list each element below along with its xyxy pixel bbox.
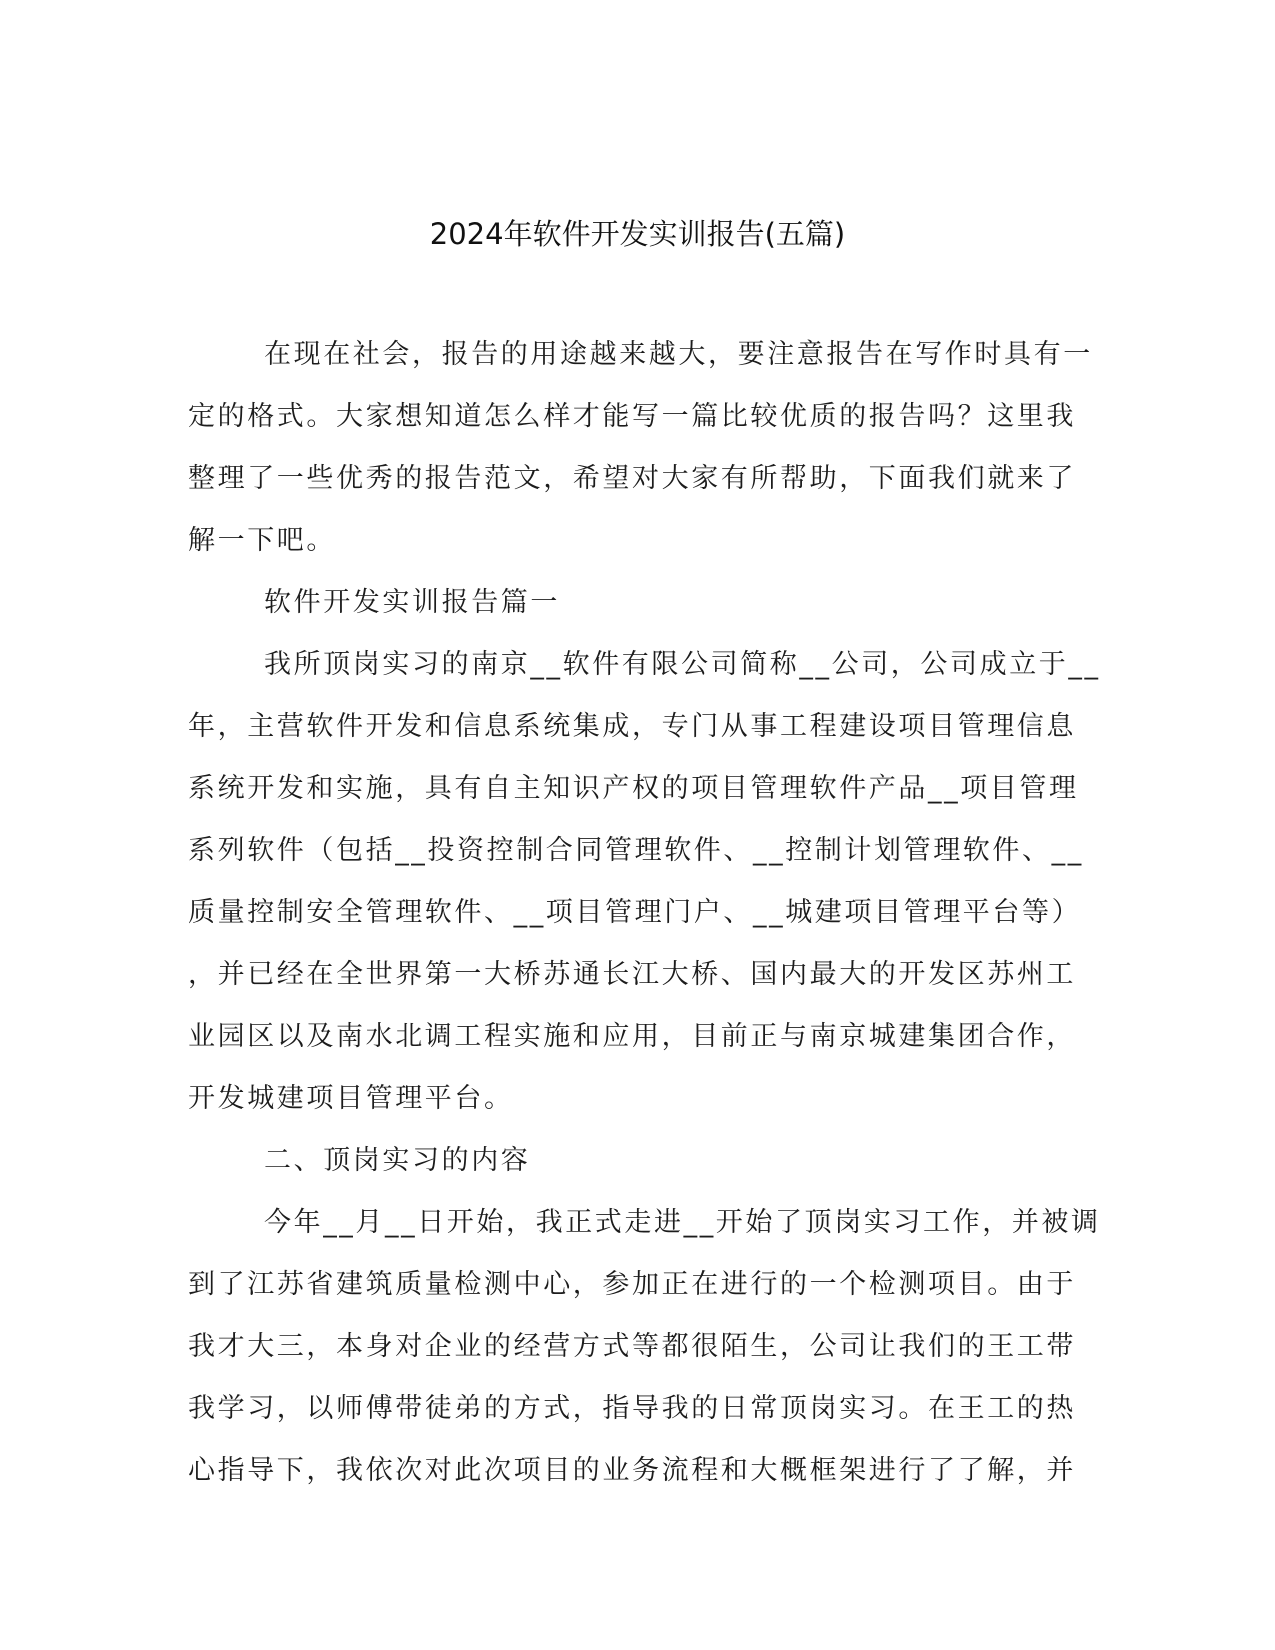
document-title: 2024年软件开发实训报告(五篇) [429, 217, 846, 251]
text-line: 我所顶岗实习的南京__软件有限公司简称__公司，公司成立于__ [264, 649, 1101, 680]
text-line: 定的格式。大家想知道怎么样才能写一篇比较优质的报告吗？这里我 [188, 401, 1076, 432]
text-line: 整理了一些优秀的报告范文，希望对大家有所帮助，下面我们就来了 [188, 463, 1076, 494]
text-line: 年，主营软件开发和信息系统集成，专门从事工程建设项目管理信息 [188, 711, 1076, 742]
document-body [188, 324, 1101, 1502]
text-line: ，并已经在全世界第一大桥苏通长江大桥、国内最大的开发区苏州工 [188, 959, 1076, 990]
text-line: 软件开发实训报告篇一 [264, 587, 560, 618]
text-line: 到了江苏省建筑质量检测中心，参加正在进行的一个检测项目。由于 [188, 1269, 1076, 1300]
text-line: 我学习，以师傅带徒弟的方式，指导我的日常顶岗实习。在王工的热 [188, 1393, 1076, 1424]
text-line: 系列软件（包括__投资控制合同管理软件、__控制计划管理软件、__ [188, 835, 1084, 866]
text-line: 二、顶岗实习的内容 [264, 1145, 531, 1176]
text-line: 质量控制安全管理软件、__项目管理门户、__城建项目管理平台等） [188, 897, 1082, 928]
text-line: 业园区以及南水北调工程实施和应用，目前正与南京城建集团合作， [188, 1021, 1076, 1052]
text-line: 今年__月__日开始，我正式走进__开始了顶岗实习工作，并被调 [264, 1207, 1101, 1238]
text-line: 心指导下，我依次对此次项目的业务流程和大概框架进行了了解，并 [188, 1455, 1076, 1486]
text-line: 系统开发和实施，具有自主知识产权的项目管理软件产品__项目管理 [188, 773, 1079, 804]
text-line: 解一下吧。 [188, 525, 336, 556]
text-line: 开发城建项目管理平台。 [188, 1083, 514, 1114]
text-line: 我才大三，本身对企业的经营方式等都很陌生，公司让我们的王工带 [188, 1331, 1076, 1362]
text-line: 在现在社会，报告的用途越来越大，要注意报告在写作时具有一 [264, 339, 1093, 370]
